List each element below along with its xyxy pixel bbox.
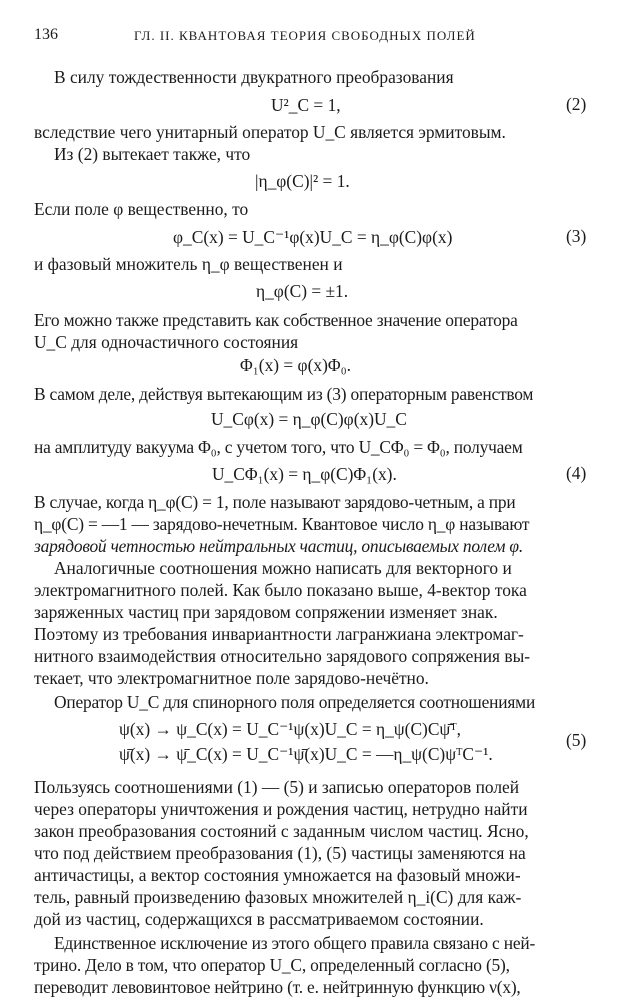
equation-number: (5)	[566, 730, 587, 750]
text-line: закон преобразования состояний с заданным числом частиц. Ясно,	[34, 821, 529, 841]
text-line: U_C для одночастичного состояния	[34, 332, 299, 352]
text-line: Пользуясь соотношениями (1) — (5) и записью операторов полей	[34, 777, 520, 797]
text-line: Из (2) вытекает также, что	[54, 144, 251, 164]
equation-3: φ_C(x) = U_C⁻¹φ(x)U_C = η_φ(C)φ(x)	[173, 227, 453, 247]
text-line: В самом деле, действуя вытекающим из (3) операторным равенством	[34, 384, 534, 404]
text-line: Его можно также представить как собственное значение оператора	[34, 310, 518, 330]
text-line: Поэтому из требования инвариантности лагранжиана электромаг-	[34, 624, 524, 644]
equation-modulus: |η_φ(C)|² = 1.	[255, 171, 350, 191]
text-line: В случае, когда η_φ(C) = 1, поле называют зарядово-четным, а при	[34, 492, 516, 512]
equation-5b: ψ̄(x) → ψ̄_C(x) = U_C⁻¹ψ̄(x)U_C = —η_ψ(C)ψᵀC⁻¹.	[119, 744, 493, 764]
equation-phi1: Φ₁(x) = φ(x)Φ₀.	[240, 355, 351, 375]
text-line: Если поле φ вещественно, то	[34, 199, 249, 219]
text-line: и фазовый множитель η_φ вещественен и	[34, 254, 343, 274]
text-line: В силу тождественности двукратного преобразования	[54, 67, 454, 87]
text-line: античастицы, а вектор состояния умножается на фазовый множи-	[34, 865, 521, 885]
text-line: трино. Дело в том, что оператор U_C, определенный согласно (5),	[34, 955, 510, 975]
page-number: 136	[34, 26, 58, 43]
text-line: Оператор U_C для спинорного поля определяется соотношениями	[54, 692, 536, 712]
text-line: переводит левовинтовое нейтрино (т. е. нейтринную функцию ν(x),	[34, 977, 521, 997]
text-line: Аналогичные соотношения можно написать для векторного и	[54, 558, 512, 578]
equation-number: (2)	[566, 94, 587, 114]
equation-5a: ψ(x) → ψ_C(x) = U_C⁻¹ψ(x)U_C = η_ψ(C)Cψ̄ᵀ,	[119, 719, 461, 739]
text-line: через операторы уничтожения и рождения частиц, нетрудно найти	[34, 799, 528, 819]
equation-number: (3)	[566, 226, 587, 246]
equation-operator: U_Cφ(x) = η_φ(C)φ(x)U_C	[211, 409, 407, 429]
text-line: нитного взаимодействия относительно зарядового сопряжения вы-	[34, 646, 531, 666]
equation-2: U²_C = 1,	[271, 95, 341, 115]
text-line: что под действием преобразования (1), (5) частицы заменяются на	[34, 843, 526, 863]
text-line: зарядовой четностью нейтральных частиц, описываемых полем φ.	[34, 536, 523, 556]
running-title: ГЛ. II. КВАНТОВАЯ ТЕОРИЯ СВОБОДНЫХ ПОЛЕЙ	[134, 28, 476, 43]
text-line: дой из частиц, содержащихся в рассматриваемом состоянии.	[34, 909, 484, 929]
text-line: электромагнитного полей. Как было показано выше, 4-вектор тока	[34, 580, 527, 600]
equation-pm: η_φ(C) = ±1.	[256, 281, 349, 301]
text-line: вследствие чего унитарный оператор U_C является эрмитовым.	[34, 122, 506, 142]
text-line: текает, что электромагнитное поле зарядово-нечётно.	[34, 668, 429, 688]
text-line: η_φ(C) = —1 — зарядово-нечетным. Квантовое число η_φ называют	[34, 514, 530, 534]
text-line: Единственное исключение из этого общего правила связано с ней-	[54, 933, 536, 953]
text-line: на амплитуду вакуума Φ₀, с учетом того, что U_CΦ₀ = Φ₀, получаем	[34, 437, 523, 457]
text-line: заряженных частиц при зарядовом сопряжении изменяет знак.	[34, 602, 498, 622]
text-line: тель, равный произведению фазовых множителей η_i(C) для каж-	[34, 887, 522, 907]
equation-number: (4)	[566, 463, 587, 483]
equation-4: U_CΦ₁(x) = η_φ(C)Φ₁(x).	[212, 464, 397, 484]
